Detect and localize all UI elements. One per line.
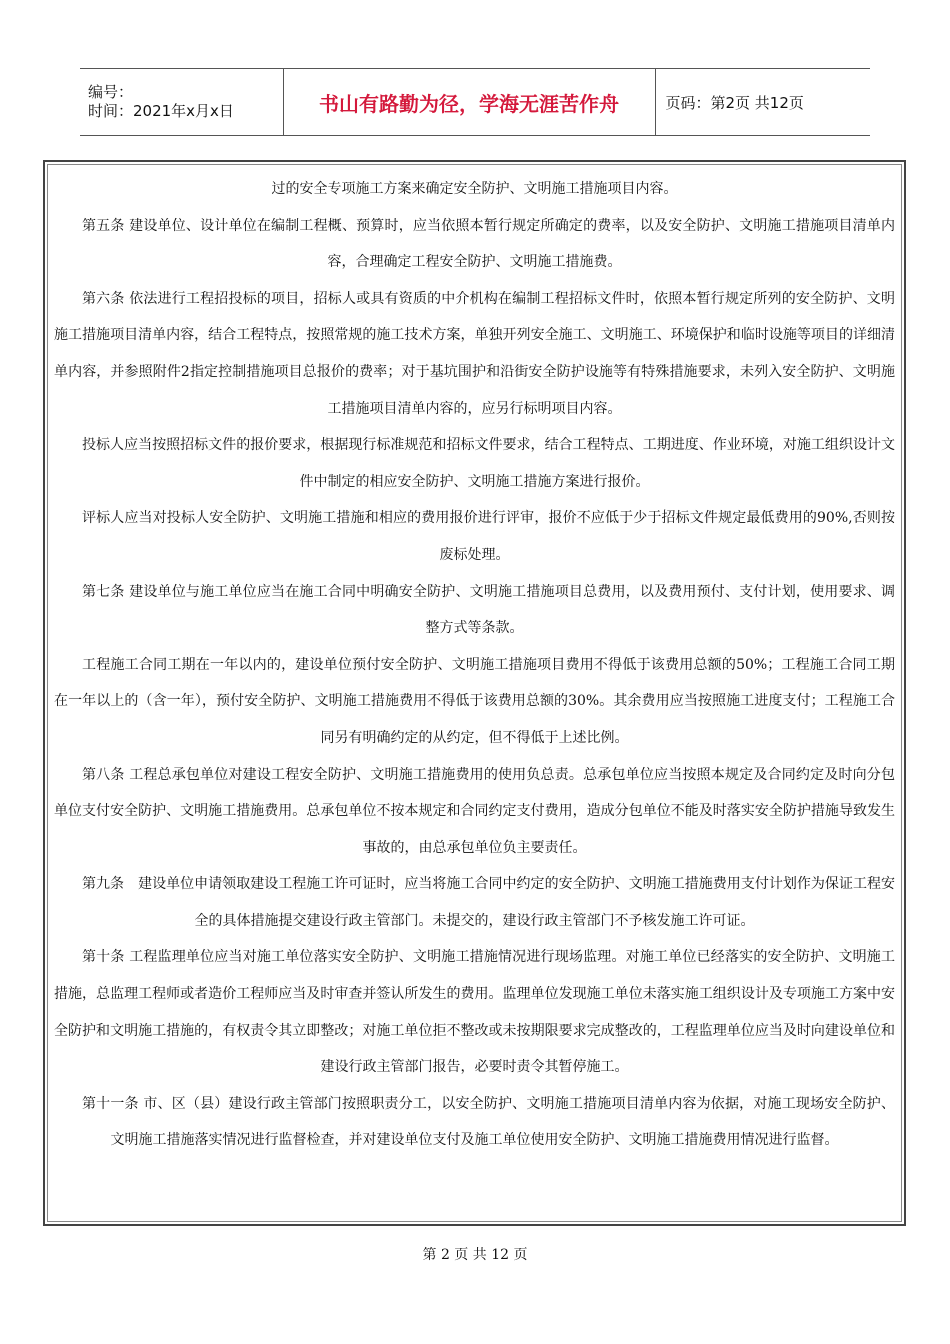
header-left-cell [80, 69, 283, 136]
content-frame [43, 160, 906, 1226]
paragraph: 评标人应当对投标人安全防护、文明施工措施和相应的费用报价进行评审，报价不应低于少于招标文件规定最低费用的90%,否则按废标处理。 [82, 510, 895, 563]
paragraph: 投标人应当按照招标文件的报价要求，根据现行标准规范和招标文件要求，结合工程特点、工期进度、作业环境，对施工组织设计文件中制定的相应安全防护、文明施工措施方案进行报价。 [82, 437, 895, 490]
body-text [54, 171, 895, 1159]
paragraph: 第十一条 市、区（县）建设行政主管部门按照职责分工，以安全防护、文明施工措施项目清单内容为依据，对施工现场安全防护、文明施工措施落实情况进行监督检查，并对建设单位支付及施工单位使用安全防护、文明施工措施费用情况进行监督。 [82, 1095, 895, 1149]
paragraph: 第七条 建设单位与施工单位应当在施工合同中明确安全防护、文明施工措施项目总费用，以及费用预付、支付计划，使用要求、调整方式等条款。 [82, 583, 895, 637]
document-date: 时间：2021年x月x日 [88, 102, 234, 120]
header-motto: 书山有路勤为径，学海无涯苦作舟 [283, 69, 655, 136]
document-number-label: 编号： [88, 83, 134, 101]
header-table [80, 68, 870, 136]
content-inner-frame [47, 164, 902, 1222]
paragraph: 第九条 建设单位申请领取建设工程施工许可证时，应当将施工合同中约定的安全防护、文明施工措施费用支付计划作为保证工程安全的具体措施提交建设行政主管部门。未提交的，建设行政主管部门不予核发施工许可证。 [82, 876, 895, 929]
paragraph: 过的安全专项施工方案来确定安全防护、文明施工措施项目内容。 [271, 181, 678, 197]
header-page-code: 页码：第2页 共12页 [655, 69, 870, 136]
page-footer: 第 2 页 共 12 页 [422, 1247, 528, 1263]
paragraph: 第六条 依法进行工程招投标的项目，招标人或具有资质的中介机构在编制工程招标文件时，依照本暂行规定所列的安全防护、文明施工措施项目清单内容，结合工程特点，按照常规的施工技术方案，单独开列安全施工、文明施工、环境保护和临时设施等项目的详细清单内容，并参照附件2指定控制措施项目总报价的费率；对于基坑围护和沿街安全防护设施等有特殊措施要求，未列入安全防护、文明施工措施项目清单内容的，应另行标明项目内容。 [54, 290, 895, 417]
paragraph: 第十条 工程监理单位应当对施工单位落实安全防护、文明施工措施情况进行现场监理。对施工单位已经落实的安全防护、文明施工措施，总监理工程师或者造价工程师应当及时审查并签认所发生的费用。监理单位发现施工单位未落实施工组织设计及专项施工方案中安全防护和文明施工措施的，有权责令其立即整改；对施工单位拒不整改或未按期限要求完成整改的，工程监理单位应当及时向建设单位和建设行政主管部门报告，必要时责令其暂停施工。 [54, 949, 895, 1076]
paragraph: 第五条 建设单位、设计单位在编制工程概、预算时，应当依照本暂行规定所确定的费率，以及安全防护、文明施工措施项目清单内容，合理确定工程安全防护、文明施工措施费。 [82, 217, 895, 271]
paragraph: 第八条 工程总承包单位对建设工程安全防护、文明施工措施费用的使用负总责。总承包单位应当按照本规定及合同约定及时向分包单位支付安全防护、文明施工措施费用。总承包单位不按本规定和合同约定支付费用，造成分包单位不能及时落实安全防护措施导致发生事故的，由总承包单位负主要责任。 [54, 766, 895, 856]
paragraph: 工程施工合同工期在一年以内的，建设单位预付安全防护、文明施工措施项目费用不得低于该费用总额的50%；工程施工合同工期在一年以上的（含一年），预付安全防护、文明施工措施费用不得低于该费用总额的30%。其余费用应当按照施工进度支付；工程施工合同另有明确约定的从约定，但不得低于上述比例。 [54, 656, 895, 746]
